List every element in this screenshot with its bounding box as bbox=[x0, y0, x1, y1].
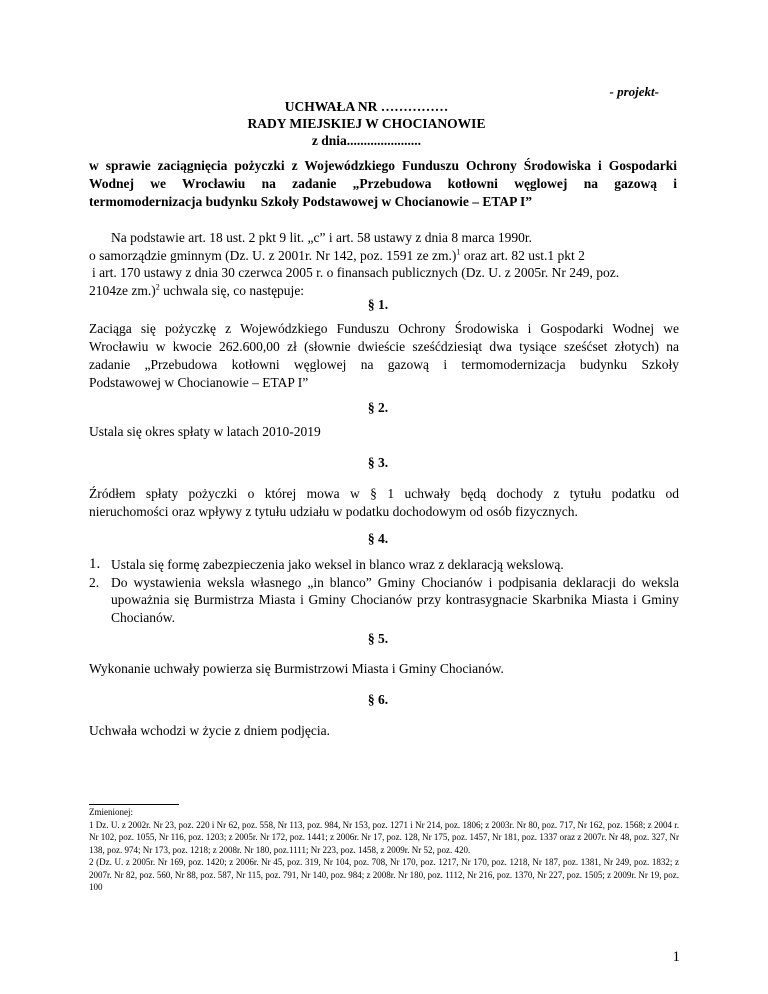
section-heading-5: § 5. bbox=[367, 631, 389, 646]
preamble-line: 2104ze zm.)$^2$ uchwala się, co następuje: bbox=[89, 282, 305, 298]
section-6-text: Uchwała wchodzi w życie z dniem podjęcia. bbox=[89, 723, 331, 738]
list-item-text: Do wystawienia weksla własnego „in blanco” Gminy Chocianów i podpisania deklaracji do weksla upoważnia się Burmistrza Miasta i Gminy Chocianów przy kontrasygnacie Skarbnika Miasta i Gminy Chocianów. bbox=[111, 574, 679, 625]
footnote-separator bbox=[89, 804, 179, 805]
footnotes bbox=[89, 806, 679, 894]
section-heading-4: § 4. bbox=[367, 531, 389, 546]
subject-line: Wodnej we Wrocławiu na zadanie „Przebudowa kotłowni węglowej na gazową i bbox=[89, 176, 677, 191]
preamble-line: i art. 170 ustawy z dnia 30 czerwca 2005 r. o finansach publicznych (Dz. U. z 2005r. Nr 249, poz. bbox=[92, 265, 620, 280]
list-item bbox=[89, 556, 679, 574]
subject-line: w sprawie zaciągnięcia pożyczki z Wojewódzkiego Funduszu Ochrony Środowiska i Gospodarki bbox=[89, 158, 677, 173]
resolution-subject bbox=[89, 157, 677, 211]
section-4-list bbox=[89, 556, 679, 626]
resolution-date: z dnia...................... bbox=[311, 133, 422, 148]
section-heading-2: § 2. bbox=[367, 400, 389, 415]
section-heading-3: § 3. bbox=[367, 455, 389, 470]
footnote-1: 1 Dz. U. z 2002r. Nr 23, poz. 220 i Nr 62, poz. 558, Nr 113, poz. 984, Nr 153, poz. 1271 i Nr 214, poz. 1806; z 2003r. Nr 80, poz. 717, Nr 162, poz. 1568; z 2004 r. Nr 102, poz. 1055, Nr 116, poz. 1203; z 2005r. Nr 172, poz. 1441; z 2006r. Nr 17, poz. 128, Nr 175, poz. 1457, Nr 181, poz. 1337 oraz z 2007r. Nr 48, poz. 327, Nr 138, poz. 974; Nr 173, poz. 1218; z 2008r. Nr 180, poz.1111; Nr 223, poz. 1458, z 2009r. Nr 52, poz. 420. bbox=[89, 819, 679, 855]
list-number: 2. bbox=[89, 574, 100, 590]
footnote-label: Zmienionej: bbox=[89, 807, 133, 817]
draft-label: - projekt- bbox=[609, 84, 659, 99]
preamble-line: o samorządzie gminnym (Dz. U. z 2001r. Nr 142, poz. 1591 ze zm.)$^1$ oraz art. 82 ust.1 pkt 2 bbox=[89, 247, 585, 263]
resolution-title bbox=[0, 98, 768, 149]
resolution-number: UCHWAŁA NR …………… bbox=[284, 99, 449, 114]
list-number: 1. bbox=[89, 556, 101, 572]
list-item-text: Ustala się formę zabezpieczenia jako weksel in blanco wraz z deklaracją wekslową. bbox=[111, 557, 564, 572]
section-heading-6: § 6. bbox=[367, 692, 389, 707]
footnote-2: 2 (Dz. U. z 2005r. Nr 169, poz. 1420; z 2006r. Nr 45, poz. 319, Nr 104, poz. 708, Nr 170, poz. 1217, Nr 170, poz. 1218, Nr 187, poz. 1381, Nr 249, poz. 1832; z 2007r. Nr 82, poz. 560, Nr 88, poz. 587, Nr 115, poz. 791, Nr 140, poz. 984; z 2008r. Nr 180, poz. 1112, Nr 216, poz. 1370, Nr 227, poz. 1505; z 2009r. Nr 19, poz. 100 bbox=[89, 857, 679, 892]
section-1-text: Zaciąga się pożyczkę z Wojewódzkiego Funduszu Ochrony Środowiska i Gospodarki Wodnej we Wrocławiu w kwocie 262.600,00 zł (słownie dwieście sześćdziesiąt dwa tysiące sześćset złotych) na zadanie „Przebudowa kotłowni węglowej na gazową i termomodernizacja budynku Szkoły Podstawowej w Chocianowie – ETAP I” bbox=[89, 321, 679, 390]
section-5-text: Wykonanie uchwały powierza się Burmistrzowi Miasta i Gminy Chocianów. bbox=[89, 661, 504, 676]
section-2-text: Ustala się okres spłaty w latach 2010-2019 bbox=[89, 424, 321, 439]
council-name: RADY MIEJSKIEJ W CHOCIANOWIE bbox=[247, 116, 486, 131]
legal-basis bbox=[89, 229, 681, 299]
footnote-ref: 1 bbox=[456, 247, 461, 256]
subject-line: termomodernizacja budynku Szkoły Podstawowej w Chocianowie – ETAP I” bbox=[89, 194, 533, 209]
footnote-ref: 2 bbox=[155, 282, 160, 291]
page-number: 1 bbox=[672, 949, 680, 965]
section-heading-1: § 1. bbox=[367, 297, 389, 312]
preamble-line: Na podstawie art. 18 ust. 2 pkt 9 lit. „c” i art. 58 ustawy z dnia 8 marca 1990r. bbox=[111, 230, 533, 245]
section-3-text: Źródłem spłaty pożyczki o której mowa w § 1 uchwały będą dochody z tytułu podatku od nieruchomości oraz wpływy z tytułu udziału w podatku dochodowym od osób fizycznych. bbox=[89, 486, 679, 519]
list-item bbox=[89, 574, 679, 627]
